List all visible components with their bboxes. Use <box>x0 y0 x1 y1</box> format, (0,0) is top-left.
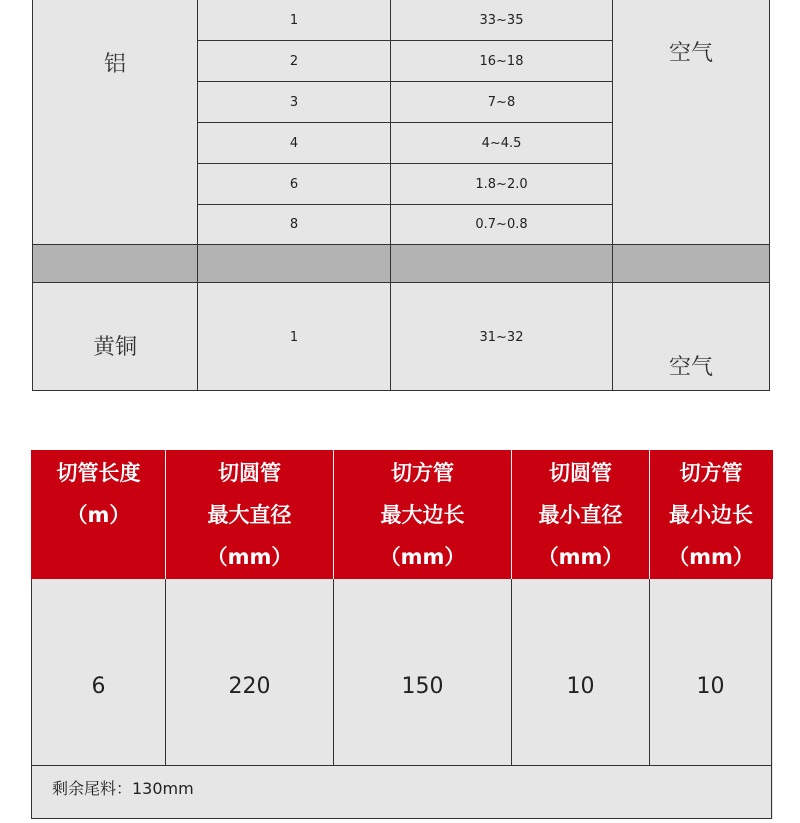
header-line: 切方管 <box>679 461 743 485</box>
grid-line <box>31 818 772 819</box>
header-line: （mm） <box>537 545 624 569</box>
thickness-cell: 4 <box>289 136 299 151</box>
gas-brass: 空气 <box>668 355 713 380</box>
header-line: 切圆管 <box>549 461 612 485</box>
header-line: 最小直径 <box>538 503 623 527</box>
header-line: （mm） <box>379 545 466 569</box>
thickness-cell: 3 <box>289 95 299 110</box>
gas-aluminum: 空气 <box>668 41 713 66</box>
grid-line <box>771 579 772 819</box>
separator-row <box>32 245 770 283</box>
value-square-min-side: 10 <box>696 674 725 699</box>
value-round-max-diameter: 220 <box>228 674 271 699</box>
grid-line <box>197 81 613 82</box>
header-square-max-side <box>334 452 511 578</box>
speed-cell: 1.8~2.0 <box>475 177 528 192</box>
speed-cell: 4~4.5 <box>481 136 522 151</box>
grid-line <box>197 204 613 205</box>
header-line: 切管长度 <box>56 461 141 485</box>
header-round-max-diameter <box>166 452 333 578</box>
thickness-cell: 1 <box>289 330 299 345</box>
header-line: （mm） <box>206 545 293 569</box>
header-round-min-diameter <box>512 452 649 578</box>
grid-line <box>32 390 770 391</box>
grid-line <box>769 0 770 391</box>
header-line: 最小边长 <box>669 503 753 527</box>
grid-line <box>165 579 166 765</box>
grid-line <box>32 282 770 283</box>
speed-cell: 0.7~0.8 <box>475 217 528 232</box>
material-aluminum: 铝 <box>103 52 126 77</box>
value-round-min-diameter: 10 <box>566 674 595 699</box>
thickness-cell: 1 <box>289 13 299 28</box>
value-tube-length: 6 <box>91 674 106 699</box>
speed-cell: 31~32 <box>479 330 524 345</box>
grid-line <box>197 122 613 123</box>
header-line: （mm） <box>668 545 754 569</box>
grid-line <box>197 40 613 41</box>
speed-cell: 16~18 <box>479 54 524 69</box>
thickness-cell: 8 <box>289 217 299 232</box>
grid-line <box>333 579 334 765</box>
speed-cell: 33~35 <box>479 13 524 28</box>
header-tube-length <box>32 452 165 536</box>
speed-cell: 7~8 <box>487 95 516 110</box>
header-line: 最大直径 <box>207 503 292 527</box>
header-line: 切方管 <box>391 461 454 485</box>
header-line: （m） <box>66 503 131 527</box>
grid-line <box>31 765 772 766</box>
cutting-parameter-table <box>0 0 800 392</box>
thickness-cell: 2 <box>289 54 299 69</box>
value-square-max-side: 150 <box>401 674 444 699</box>
header-line: 切圆管 <box>218 461 281 485</box>
remaining-tail-note: 剩余尾料：130mm <box>52 779 194 798</box>
grid-line <box>197 163 613 164</box>
grid-line <box>649 579 650 765</box>
thickness-cell: 6 <box>289 177 299 192</box>
tube-capacity-table <box>0 450 800 823</box>
header-line: 最大边长 <box>380 503 465 527</box>
material-brass: 黄铜 <box>92 335 137 360</box>
header-square-min-side <box>650 452 772 578</box>
grid-line <box>511 579 512 765</box>
grid-line <box>32 244 770 245</box>
grid-line <box>31 579 32 819</box>
